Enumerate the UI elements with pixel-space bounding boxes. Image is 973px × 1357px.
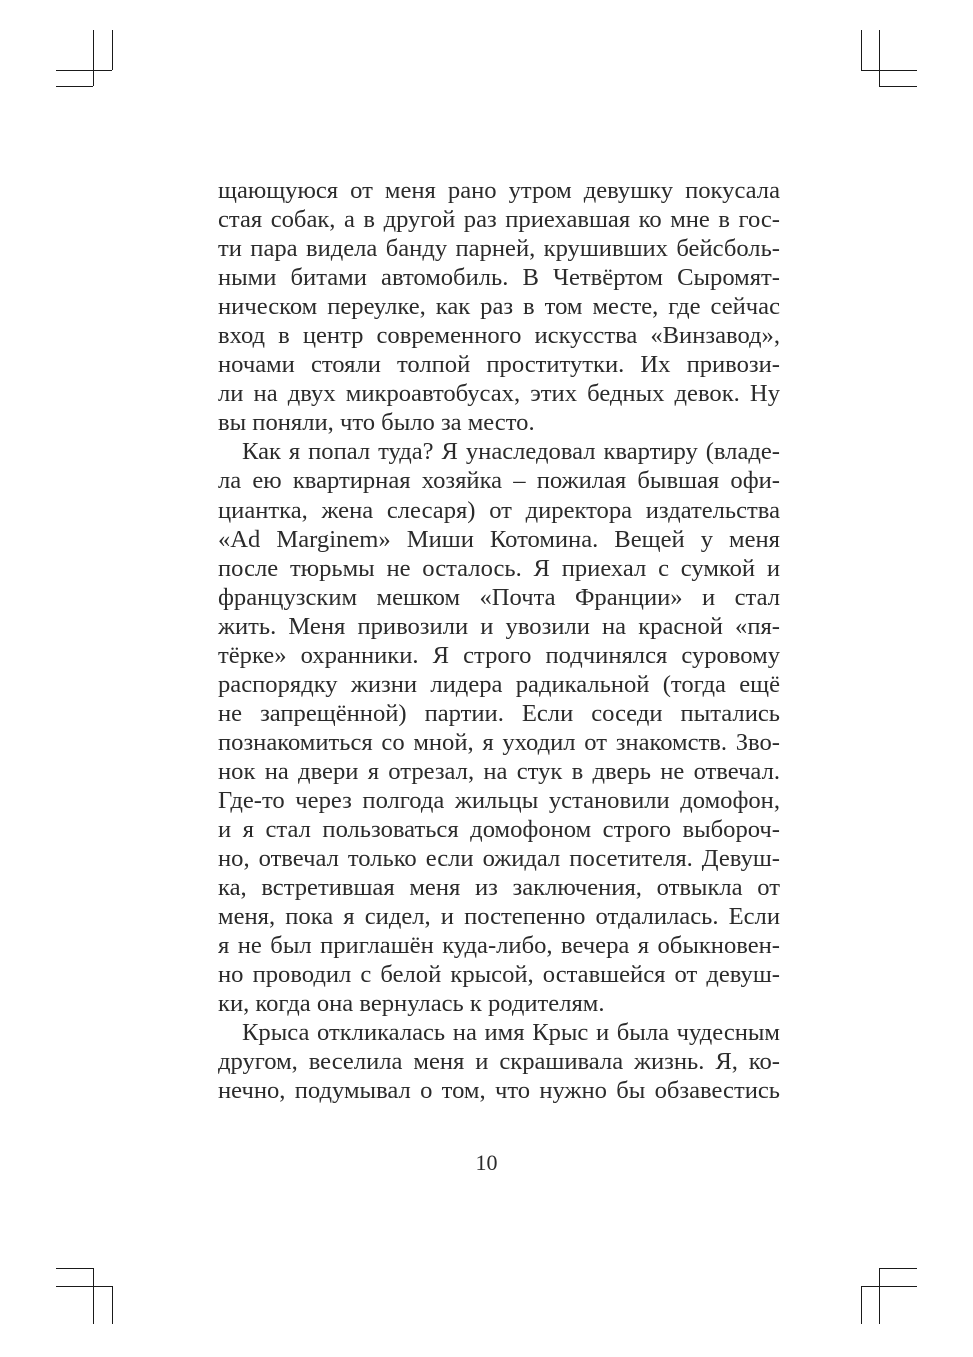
crop-mark-top-right-horizontal bbox=[861, 70, 917, 71]
text-line: другом, веселила меня и скрашивала жизнь. Я, ко- bbox=[218, 1048, 780, 1076]
text-line: познакомиться со мной, я уходил от знакомств. Зво- bbox=[218, 728, 780, 756]
text-line: ными битами автомобиль. В Четвёртом Сыромят- bbox=[218, 264, 780, 292]
text-line: ли на двух микроавтобусах, этих бедных девок. Ну bbox=[218, 380, 780, 408]
crop-mark-bottom-right-vertical-outer bbox=[861, 1286, 862, 1324]
text-line: ки, когда она вернулась к родителям. bbox=[218, 990, 605, 1018]
text-line: Крыса откликалась на имя Крыс и была чудесным bbox=[242, 1019, 780, 1047]
text-line: жить. Меня привозили и увозили на красной «пя- bbox=[218, 612, 780, 640]
text-line: Как я попал туда? Я унаследовал квартиру (владе- bbox=[242, 438, 780, 466]
text-line: не запрещённой) партии. Если соседи пытались bbox=[218, 699, 780, 727]
paragraph bbox=[218, 437, 780, 1018]
text-line: ти пара видела банду парней, крушивших бейсболь- bbox=[218, 235, 780, 263]
crop-mark-top-left-vertical-inner bbox=[112, 30, 113, 70]
text-line: нок на двери я отрезал, на стук в дверь не отвечал. bbox=[218, 757, 780, 785]
text-line: ночами стояли толпой проститутки. Их привози- bbox=[218, 351, 780, 379]
crop-mark-bottom-left-vertical-inner bbox=[112, 1286, 113, 1324]
crop-mark-bottom-left-horizontal-upper bbox=[56, 1268, 93, 1269]
crop-mark-top-right-vertical-outer bbox=[861, 30, 862, 70]
crop-mark-bottom-left-vertical-outer bbox=[93, 1268, 94, 1324]
text-line: я не был приглашён куда-либо, вечера я обыкновен- bbox=[218, 932, 780, 960]
text-line: распорядку жизни лидера радикальной (тогда ещё bbox=[218, 670, 780, 698]
text-line: Где-то через полгода жильцы установили домофон, bbox=[218, 786, 780, 814]
text-line: ническом переулке, как раз в том месте, где сейчас bbox=[218, 293, 780, 321]
text-line: «Ad Marginem» Миши Котомина. Вещей у меня bbox=[218, 525, 780, 553]
crop-mark-bottom-right-vertical-inner bbox=[879, 1268, 880, 1324]
crop-mark-top-right-horizontal-lower bbox=[879, 86, 917, 87]
paragraph bbox=[218, 1018, 780, 1105]
text-line: тёрке» охранники. Я строго подчинялся суровому bbox=[218, 641, 780, 669]
text-line: щающуюся от меня рано утром девушку покусала bbox=[218, 177, 780, 204]
text-line: ла ею квартирная хозяйка – пожилая бывшая офи- bbox=[218, 467, 780, 495]
crop-mark-top-right-vertical-inner bbox=[879, 30, 880, 86]
text-line: циантка, жена слесаря) от директора издательства bbox=[218, 496, 780, 524]
crop-mark-bottom-right-horizontal bbox=[861, 1286, 917, 1287]
text-line: но, отвечал только если ожидал посетителя. Девуш- bbox=[218, 845, 780, 873]
crop-mark-top-left-horizontal bbox=[56, 70, 112, 71]
text-line: стая собак, а в другой раз приехавшая ко мне в гос- bbox=[218, 206, 780, 234]
text-line: нечно, подумывал о том, что нужно бы обзавестись bbox=[218, 1077, 780, 1105]
text-line: меня, пока я сидел, и постепенно отдалилась. Если bbox=[218, 903, 780, 931]
crop-mark-top-left-vertical-outer bbox=[93, 30, 94, 86]
text-line: ка, встретившая меня из заключения, отвыкла от bbox=[218, 874, 780, 902]
crop-mark-bottom-right-horizontal-upper bbox=[879, 1268, 917, 1269]
body-text bbox=[218, 176, 780, 1106]
text-line: но проводил с белой крысой, оставшейся от девуш- bbox=[218, 961, 780, 989]
text-line: и я стал пользоваться домофоном строго выбороч- bbox=[218, 816, 780, 844]
paragraph bbox=[218, 176, 780, 437]
crop-mark-top-left-horizontal-lower bbox=[56, 86, 93, 87]
page-number: 10 bbox=[475, 1150, 498, 1175]
text-line: после тюрьмы не осталось. Я приехал с сумкой и bbox=[218, 554, 780, 582]
text-line: французским мешком «Почта Франции» и стал bbox=[218, 583, 780, 611]
text-line: вы поняли, что было за место. bbox=[218, 409, 535, 437]
crop-mark-bottom-left-horizontal bbox=[56, 1286, 112, 1287]
text-line: вход в центр современного искусства «Винзавод», bbox=[218, 322, 780, 350]
